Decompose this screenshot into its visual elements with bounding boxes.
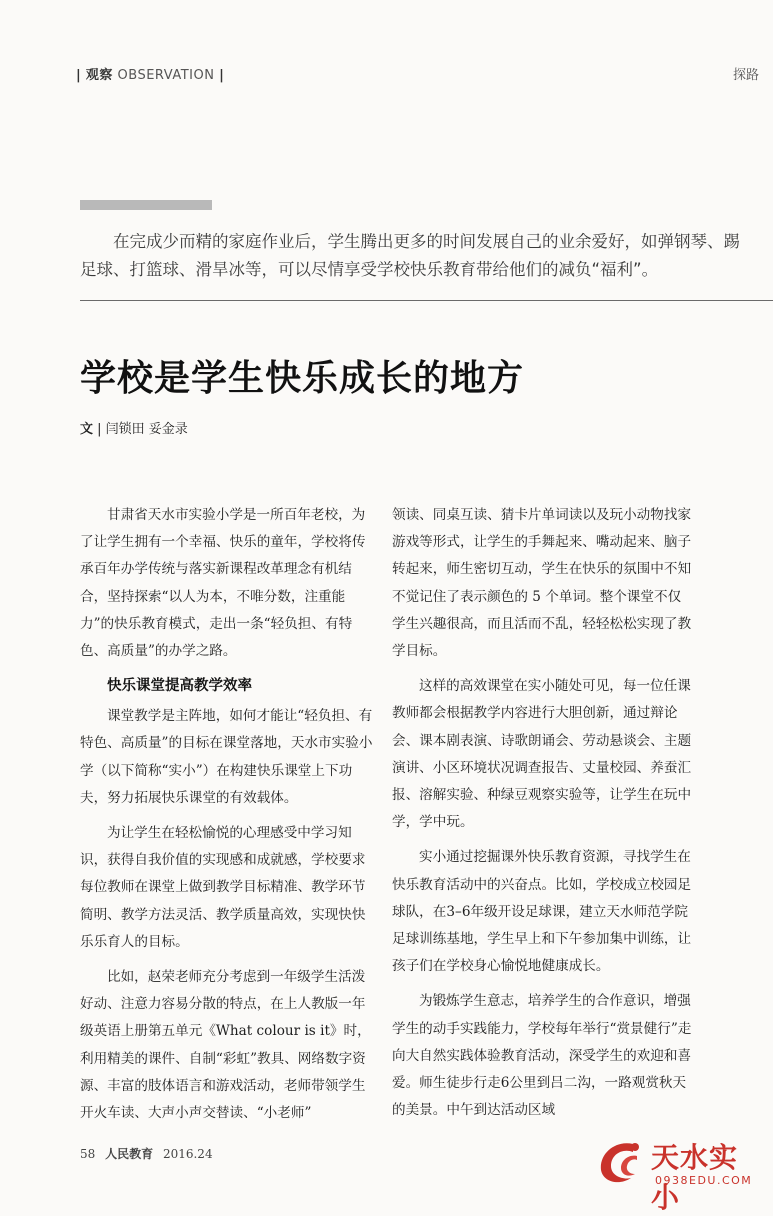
decorative-strip xyxy=(80,200,212,210)
intro-text: 在完成少而精的家庭作业后，学生腾出更多的时间发展自己的业余爱好，如弹钢琴、踢足球、打篮球、滑旱冰等，可以尽情享受学校快乐教育带给他们的减负“福利”。 xyxy=(80,232,740,279)
section-heading: 快乐课堂提高教学效率 xyxy=(107,678,252,695)
page-footer xyxy=(80,1145,213,1162)
right-column xyxy=(392,502,692,1132)
watermark-url: 0938EDU.COM xyxy=(655,1174,753,1187)
paragraph: 比如，赵荣老师充分考虑到一年级学生活泼好动、注意力容易分散的特点，在上人教版一年级英语上册第五单元《What colour is it》时，利用精美的课件、自制“彩虹”教具、网络数字资源、丰富的肢体语言和游戏活动，老师带领学生开火车读、大声小声交替读、“小老师” xyxy=(80,969,371,1122)
divider xyxy=(80,300,773,301)
left-column xyxy=(80,502,378,1135)
byline: 文 | 闫锁田 妥金录 xyxy=(80,422,188,437)
section-name-en: OBSERVATION xyxy=(117,68,215,83)
authors: 闫锁田 妥金录 xyxy=(105,422,188,437)
article-title: 学校是学生快乐成长的地方 xyxy=(80,358,525,399)
site-watermark xyxy=(593,1134,763,1214)
issue-number: 2016.24 xyxy=(162,1147,213,1161)
paragraph: 这样的高效课堂在实小随处可见，每一位任课教师都会根据教学内容进行大胆创新，通过辩论会、课本剧表演、诗歌朗诵会、劳动悬谈会、主题演讲、小区环境状况调查报告、丈量校园、养蚕汇报、溶解实验、种绿豆观察实验等，让学生在玩中学，学中玩。 xyxy=(392,678,692,831)
page-number: 58 xyxy=(80,1147,96,1161)
magazine-name: 人民教育 xyxy=(105,1147,154,1161)
paragraph: 为让学生在轻松愉悦的心理感受中学习知识，获得自我价值的实现感和成就感，学校要求每位教师在课堂上做到教学目标精准、教学环节简明、教学方法灵活、教学质量高效，实现快快乐乐育人的目标。 xyxy=(80,825,366,950)
paragraph: 实小通过挖掘课外快乐教育资源，寻找学生在快乐教育活动中的兴奋点。比如，学校成立校园足球队，在3–6年级开设足球课，建立天水师范学院足球训练基地，学生早上和下午参加集中训练，让孩子们在学校身心愉悦地健康成长。 xyxy=(392,849,692,975)
column-label: 探路 xyxy=(732,68,759,83)
section-header: | 观察 OBSERVATION | xyxy=(76,68,225,83)
watermark-logo-icon xyxy=(593,1136,647,1190)
byline-label: 文 xyxy=(80,422,94,437)
paragraph: 课堂教学是主阵地，如何才能让“轻负担、有特色、高质量”的目标在课堂落地，天水市实验小学（以下简称“实小”）在构建快乐课堂上下功夫，努力拓展快乐课堂的有效载体。 xyxy=(80,708,373,806)
paragraph: 领读、同桌互读、猜卡片单词读以及玩小动物找家游戏等形式，让学生的手舞起来、嘴动起来、脑子转起来，师生密切互动，学生在快乐的氛围中不知不觉记住了表示颜色的 5 个单词。整个课堂不仅学生兴趣很高，而且活而不乱，轻轻松松实现了教学目标。 xyxy=(392,507,692,660)
section-name-cn: 观察 xyxy=(85,68,113,83)
watermark-name: 天水实小 xyxy=(651,1141,739,1214)
paragraph: 为锻炼学生意志，培养学生的合作意识，增强学生的动手实践能力，学校每年举行“赏景健行”走向大自然实践体验教育活动，深受学生的欢迎和喜爱。师生徒步行走6公里到吕二沟，一路观赏秋天的美景。中午到达活动区域 xyxy=(392,993,692,1119)
paragraph: 甘肃省天水市实验小学是一所百年老校，为了让学生拥有一个幸福、快乐的童年，学校将传承百年办学传统与落实新课程改革理念有机结合，坚持探索“以人为本，不唯分数，注重能力”的快乐教育模式，走出一条“轻负担、有特色、高质量”的办学之路。 xyxy=(80,507,366,660)
